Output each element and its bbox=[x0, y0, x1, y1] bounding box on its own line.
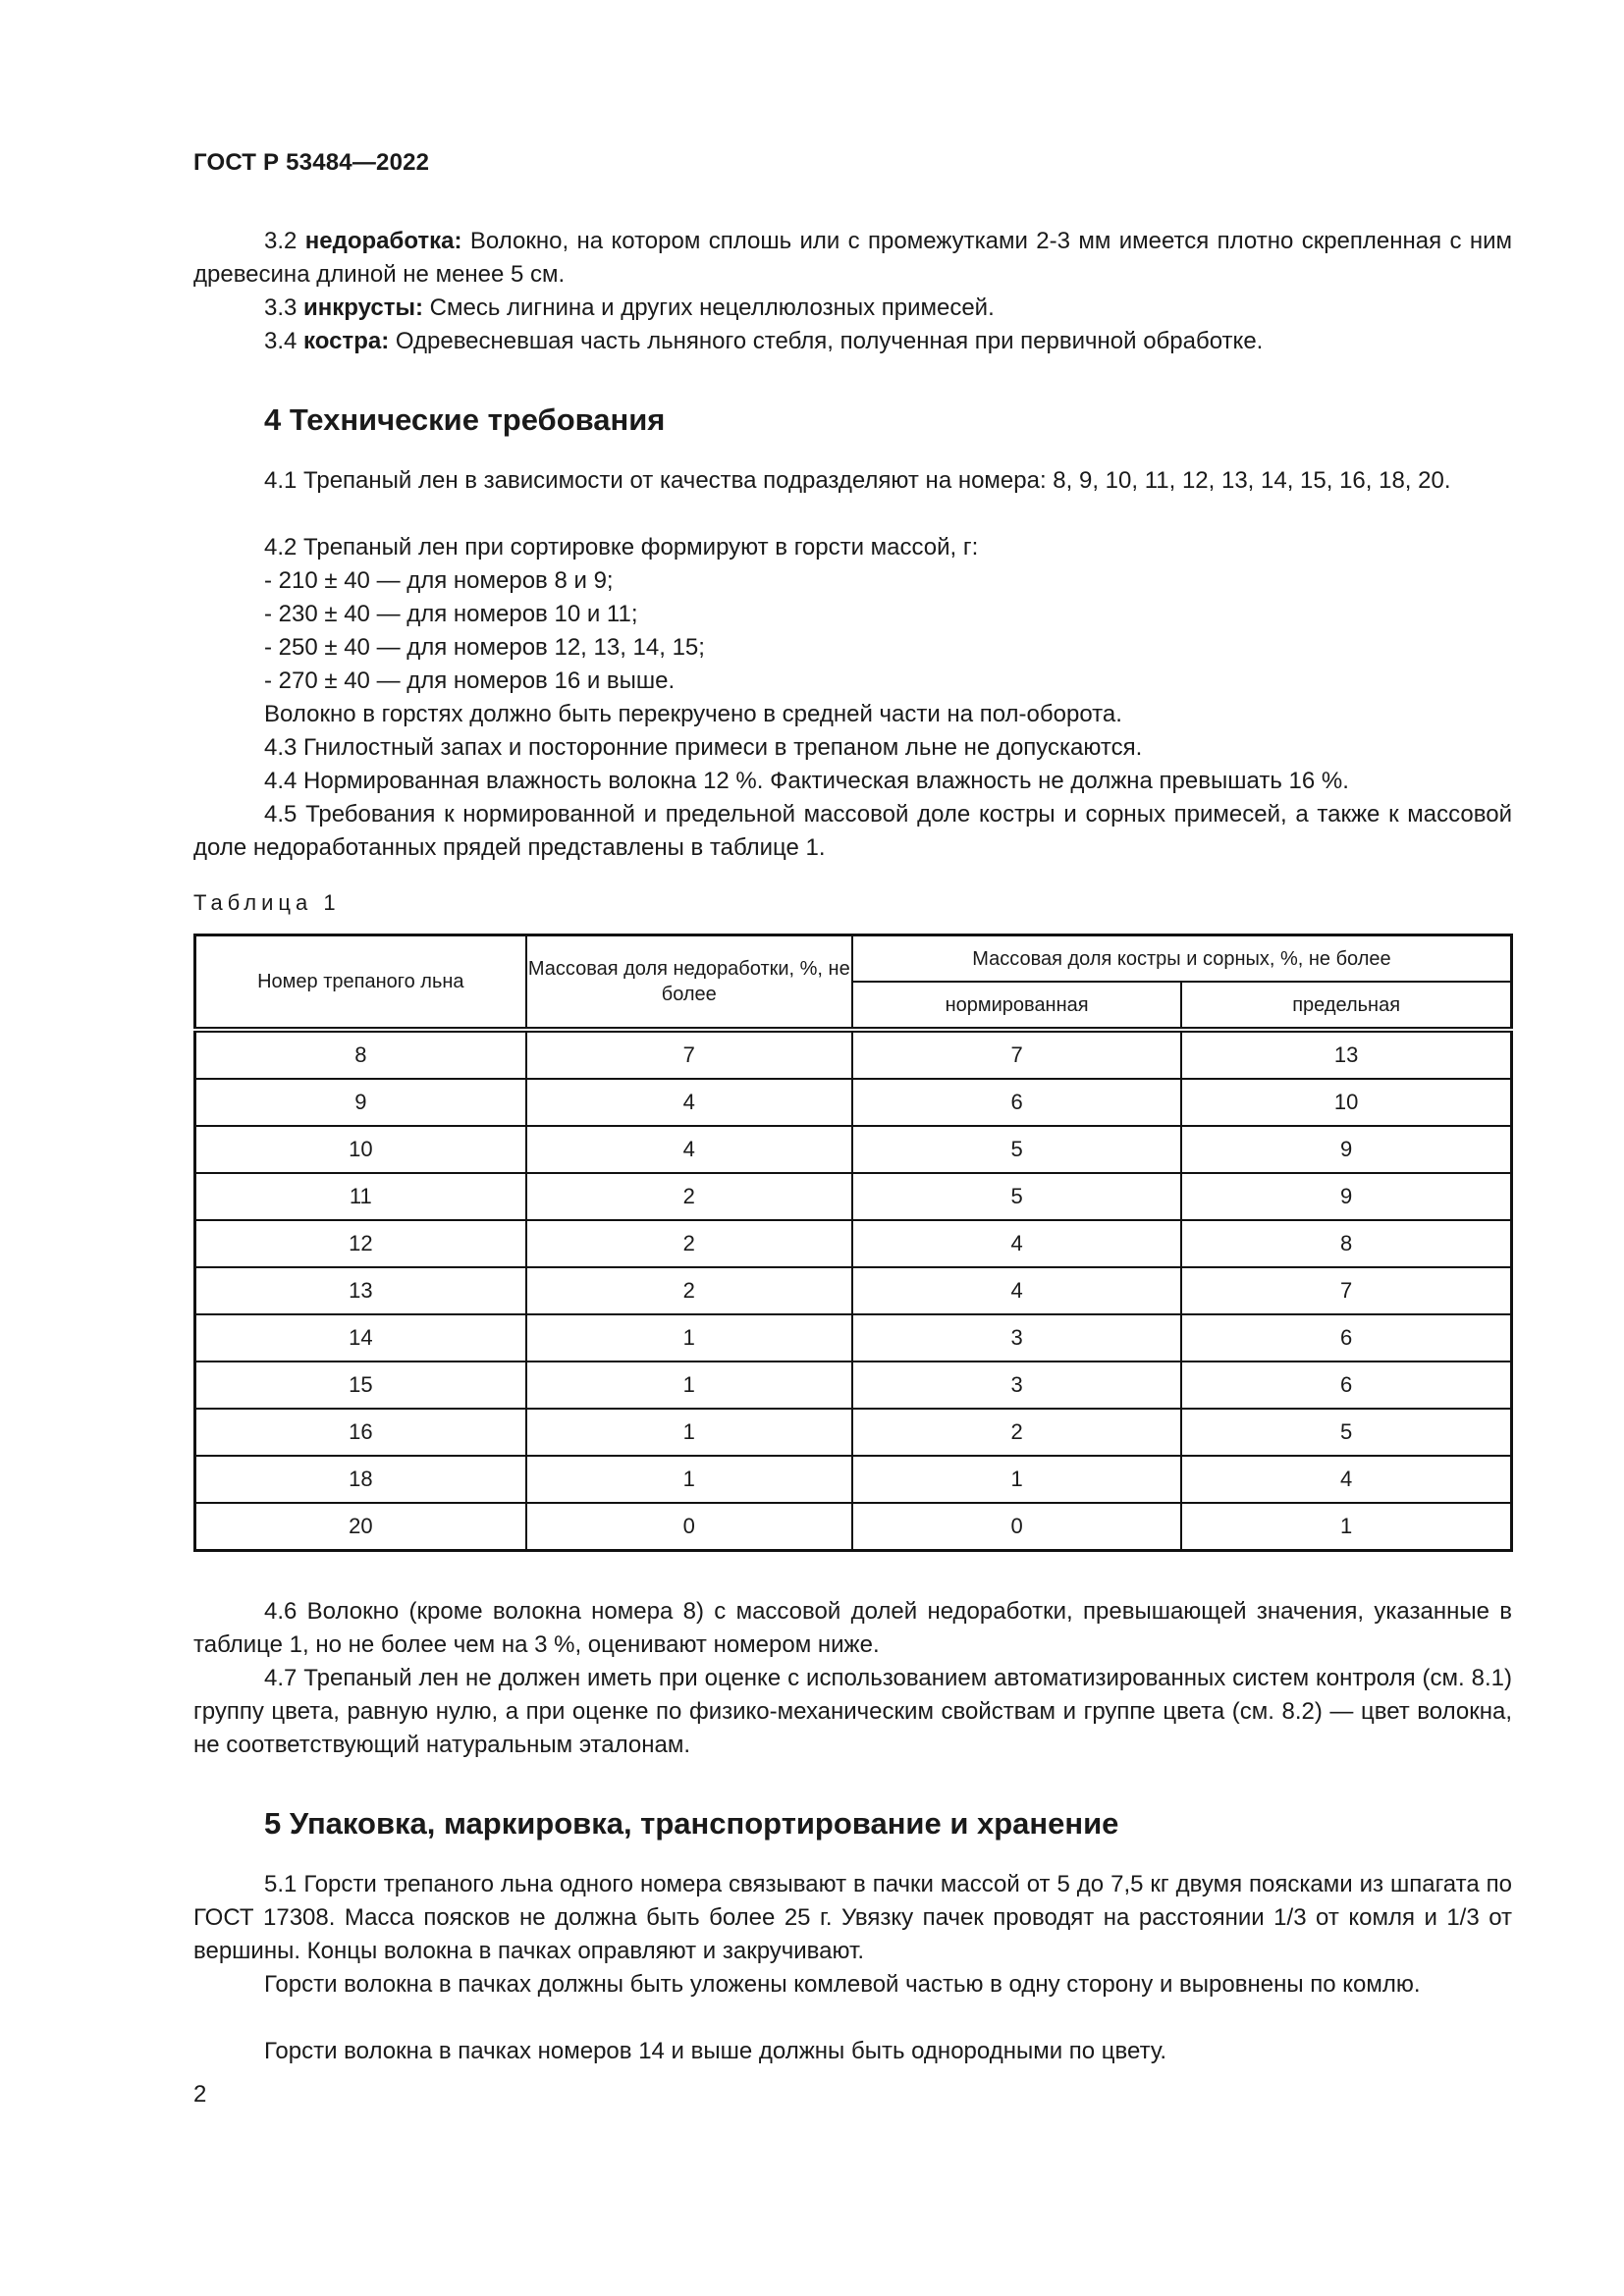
clause-number: 3.3 bbox=[264, 294, 298, 321]
list-item: - 230 ± 40 — для номеров 10 и 11; bbox=[264, 601, 638, 627]
cell: 2 bbox=[526, 1267, 852, 1314]
table-row bbox=[195, 1126, 1512, 1173]
cell: 6 bbox=[1181, 1362, 1511, 1409]
cell: 1 bbox=[526, 1456, 852, 1503]
clause-4-5: 4.5 Требования к нормированной и предельной массовой доле костры и сорных примесей, а также к массовой доле недоработанных прядей представлены в таблице 1. bbox=[193, 801, 1512, 861]
cell: 18 bbox=[195, 1456, 526, 1503]
cell: 9 bbox=[195, 1079, 526, 1126]
cell: 9 bbox=[1181, 1126, 1511, 1173]
cell: 14 bbox=[195, 1314, 526, 1362]
page-number: 2 bbox=[193, 2081, 207, 2108]
term: костра: bbox=[303, 328, 390, 354]
cell: 1 bbox=[1181, 1503, 1511, 1551]
cell: 11 bbox=[195, 1173, 526, 1220]
cell: 5 bbox=[852, 1126, 1181, 1173]
clause-number: 3.2 bbox=[264, 228, 298, 254]
cell: 0 bbox=[852, 1503, 1181, 1551]
cell: 3 bbox=[852, 1362, 1181, 1409]
cell: 5 bbox=[852, 1173, 1181, 1220]
definition-3-4 bbox=[193, 325, 1512, 358]
definition-text: Волокно, на котором сплошь или с промежутками 2-3 мм имеется плотно скрепленная с ним древесина длиной не менее 5 см. bbox=[193, 228, 1513, 288]
clause-5-1-para-3: Горсти волокна в пачках номеров 14 и выше должны быть однородными по цвету. bbox=[264, 2038, 1167, 2064]
cell: 6 bbox=[1181, 1314, 1511, 1362]
clause-number: 3.4 bbox=[264, 328, 298, 354]
cell: 4 bbox=[1181, 1456, 1511, 1503]
term: инкрусты: bbox=[303, 294, 423, 321]
cell: 4 bbox=[852, 1267, 1181, 1314]
table-row bbox=[195, 1456, 1512, 1503]
clause-5-1-para-2: Горсти волокна в пачках должны быть уложены комлевой частью в одну сторону и выровнены по комлю. bbox=[264, 1971, 1421, 1998]
table-row bbox=[195, 1314, 1512, 1362]
table-1 bbox=[193, 934, 1513, 1552]
cell: 9 bbox=[1181, 1173, 1511, 1220]
list-item: - 270 ± 40 — для номеров 16 и выше. bbox=[264, 667, 676, 694]
cell: 1 bbox=[526, 1362, 852, 1409]
cell: 8 bbox=[195, 1030, 526, 1079]
cell: 13 bbox=[1181, 1030, 1511, 1079]
header-limit: предельная bbox=[1181, 982, 1511, 1030]
section-5-heading: 5 Упаковка, маркировка, транспортирование и хранение bbox=[264, 1806, 1119, 1841]
cell: 8 bbox=[1181, 1220, 1511, 1267]
cell: 2 bbox=[852, 1409, 1181, 1456]
cell: 1 bbox=[852, 1456, 1181, 1503]
table-row bbox=[195, 1173, 1512, 1220]
header-normalized: нормированная bbox=[852, 982, 1181, 1030]
definition-3-3 bbox=[193, 292, 1512, 325]
header-group-shive: Массовая доля костры и сорных, %, не более bbox=[852, 935, 1512, 983]
header-underwork: Массовая доля недоработки, %, не более bbox=[526, 935, 852, 1031]
cell: 7 bbox=[1181, 1267, 1511, 1314]
clause-4-2: 4.2 Трепаный лен при сортировке формируют в горсти массой, г: bbox=[264, 534, 979, 561]
cell: 4 bbox=[526, 1126, 852, 1173]
cell: 6 bbox=[852, 1079, 1181, 1126]
clause-4-6: 4.6 Волокно (кроме волокна номера 8) с массовой долей недоработки, превышающей значения, указанные в таблице 1, но не более чем на 3 %, оценивают номером ниже. bbox=[193, 1598, 1512, 1658]
cell: 7 bbox=[526, 1030, 852, 1079]
table-row bbox=[195, 1220, 1512, 1267]
cell: 16 bbox=[195, 1409, 526, 1456]
table-row bbox=[195, 1503, 1512, 1551]
table-row bbox=[195, 1362, 1512, 1409]
list-item: - 210 ± 40 — для номеров 8 и 9; bbox=[264, 567, 614, 594]
header-number: Номер трепаного льна bbox=[195, 935, 526, 1031]
cell: 15 bbox=[195, 1362, 526, 1409]
definition-text: Смесь лигнина и других нецеллюлозных примесей. bbox=[429, 294, 995, 321]
table-row bbox=[195, 1409, 1512, 1456]
table-row bbox=[195, 1267, 1512, 1314]
clause-4-2-note: Волокно в горстях должно быть перекручено в средней части на пол-оборота. bbox=[264, 701, 1122, 727]
cell: 4 bbox=[526, 1079, 852, 1126]
cell: 2 bbox=[526, 1220, 852, 1267]
table-row bbox=[195, 1079, 1512, 1126]
document-header: ГОСТ Р 53484—2022 bbox=[193, 149, 430, 176]
cell: 1 bbox=[526, 1409, 852, 1456]
clause-4-1: 4.1 Трепаный лен в зависимости от качества подразделяют на номера: 8, 9, 10, 11, 12, 13, 14, 15, 16, 18, 20. bbox=[264, 467, 1451, 494]
clause-4-4: 4.4 Нормированная влажность волокна 12 %. Фактическая влажность не должна превышать 16 %. bbox=[264, 768, 1349, 794]
cell: 0 bbox=[526, 1503, 852, 1551]
list-item: - 250 ± 40 — для номеров 12, 13, 14, 15; bbox=[264, 634, 705, 661]
cell: 4 bbox=[852, 1220, 1181, 1267]
cell: 5 bbox=[1181, 1409, 1511, 1456]
cell: 10 bbox=[195, 1126, 526, 1173]
clause-5-1: 5.1 Горсти трепаного льна одного номера связывают в пачки массой от 5 до 7,5 кг двумя поясками из шпагата по ГОСТ 17308. Масса поясков не должна быть более 25 г. Увязку пачек проводят на расстоянии 1/3 от комля и 1/3 от вершины. Концы волокна в пачках оправляют и закручивают. bbox=[193, 1871, 1512, 1964]
cell: 10 bbox=[1181, 1079, 1511, 1126]
cell: 2 bbox=[526, 1173, 852, 1220]
term: недоработка: bbox=[304, 228, 462, 254]
definition-3-2 bbox=[193, 225, 1512, 292]
cell: 7 bbox=[852, 1030, 1181, 1079]
clause-4-3: 4.3 Гнилостный запах и посторонние примеси в трепаном льне не допускаются. bbox=[264, 734, 1143, 761]
clause-4-7: 4.7 Трепаный лен не должен иметь при оценке с использованием автоматизированных систем контроля (см. 8.1) группу цвета, равную нулю, а при оценке по физико-механическим свойствам и группе цвета (см. 8.2) — цвет волокна, не соответствующий натуральным эталонам. bbox=[193, 1665, 1512, 1758]
table-row bbox=[195, 1030, 1512, 1079]
definition-text: Одревесневшая часть льняного стебля, полученная при первичной обработке. bbox=[395, 328, 1264, 354]
cell: 1 bbox=[526, 1314, 852, 1362]
cell: 20 bbox=[195, 1503, 526, 1551]
cell: 13 bbox=[195, 1267, 526, 1314]
cell: 3 bbox=[852, 1314, 1181, 1362]
table-caption: Таблица 1 bbox=[193, 890, 341, 915]
cell: 12 bbox=[195, 1220, 526, 1267]
section-4-heading: 4 Технические требования bbox=[264, 402, 666, 437]
